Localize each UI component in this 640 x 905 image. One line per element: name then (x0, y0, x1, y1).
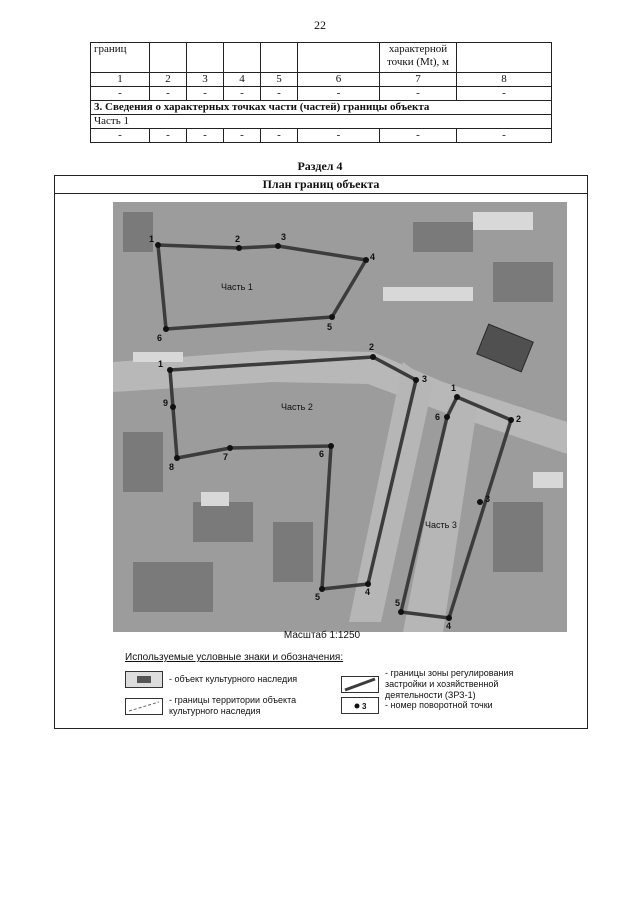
point-label: 5 (327, 322, 333, 332)
point-label: 6 (157, 333, 163, 343)
column-number: 4 (224, 73, 261, 87)
table-header-cell (224, 43, 261, 73)
table-cell: - (150, 87, 187, 101)
point-label: 1 (158, 359, 164, 369)
table-header-cell: характерной точки (Mt), м (380, 43, 457, 73)
column-number: 1 (91, 73, 150, 87)
legend-title: Используемые условные знаки и обозначения: (125, 652, 344, 663)
point-label: 3 (485, 494, 491, 504)
map-drawing (113, 202, 567, 632)
table-cell: - (91, 129, 150, 143)
table-cell: - (187, 87, 224, 101)
table-cell: - (224, 129, 261, 143)
page-number: 22 (314, 18, 326, 32)
column-number: 3 (187, 73, 224, 87)
boundary-map (113, 202, 567, 632)
point-label: 4 (446, 621, 452, 631)
column-numbers-row (91, 73, 552, 87)
table-cell: - (380, 129, 457, 143)
section-title: Раздел 4 (297, 159, 343, 173)
column-number: 5 (261, 73, 298, 87)
table-cell: - (187, 129, 224, 143)
table-header-cell (150, 43, 187, 73)
point-label: 1 (149, 234, 155, 244)
point-label: 4 (365, 587, 371, 597)
regulation-zone-swatch (341, 676, 379, 693)
column-number: 8 (457, 73, 552, 87)
heritage-object-swatch (125, 671, 163, 688)
point-label: 2 (369, 342, 375, 352)
column-number: 2 (150, 73, 187, 87)
point-label: 5 (315, 592, 321, 602)
table-cell: - (298, 87, 380, 101)
point-label: 5 (395, 598, 401, 608)
table-header-cell: границ (91, 43, 150, 73)
legend-text: - объект культурного наследия (169, 674, 298, 684)
table-header-cell (187, 43, 224, 73)
point-label: 7 (223, 452, 229, 462)
column-number: 6 (298, 73, 380, 87)
table-cell: - (150, 129, 187, 143)
territory-boundary-swatch (125, 698, 163, 715)
legend-territory-boundary (125, 695, 309, 717)
table-header-row (91, 43, 552, 73)
section3-heading-row (91, 101, 552, 115)
plan-title: План границ объекта (55, 176, 587, 194)
table-cell: - (457, 87, 552, 101)
turning-point-number: 3 (362, 702, 367, 711)
part1-label: Часть 1 (221, 282, 253, 292)
part3-label: Часть 3 (425, 520, 457, 530)
part2-label: Часть 2 (281, 402, 313, 412)
point-label: 9 (163, 398, 169, 408)
plan-box (54, 175, 588, 729)
legend-heritage-object (125, 671, 309, 688)
point-label: 4 (370, 252, 376, 262)
point-label: 6 (319, 449, 325, 459)
point-label: 3 (422, 374, 428, 384)
legend-text: - номер поворотной точки (385, 700, 493, 710)
map-scale: Масштаб 1:1250 (283, 630, 361, 641)
table-cell: - (91, 87, 150, 101)
table-cell: - (457, 129, 552, 143)
point-label: 3 (281, 232, 287, 242)
table-cell: - (261, 129, 298, 143)
turning-point-swatch (341, 697, 379, 714)
table-header-cell (298, 43, 380, 73)
table-cell: - (224, 87, 261, 101)
table-cell: - (298, 129, 380, 143)
attributes-table (90, 42, 552, 143)
point-label: 8 (169, 462, 175, 472)
table-row (91, 129, 552, 143)
table-row (91, 87, 552, 101)
table-header-cell (457, 43, 552, 73)
point-label: 1 (451, 383, 457, 393)
table-header-cell (261, 43, 298, 73)
point-label: 2 (516, 414, 522, 424)
part-label: Часть 1 (91, 115, 552, 129)
point-label: 2 (235, 234, 241, 244)
legend-turning-point (341, 697, 525, 714)
column-number: 7 (380, 73, 457, 87)
table-cell: - (261, 87, 298, 101)
table-cell: - (380, 87, 457, 101)
section3-heading: 3. Сведения о характерных точках части (частей) границы объекта (91, 101, 552, 115)
legend-text: - границы зоны регулирования застройки и хозяйственной деятельности (ЗРЗ-1) (385, 668, 514, 700)
legend-text: - границы территории объекта культурного наследия (169, 695, 297, 716)
part-row (91, 115, 552, 129)
point-label: 6 (435, 412, 441, 422)
